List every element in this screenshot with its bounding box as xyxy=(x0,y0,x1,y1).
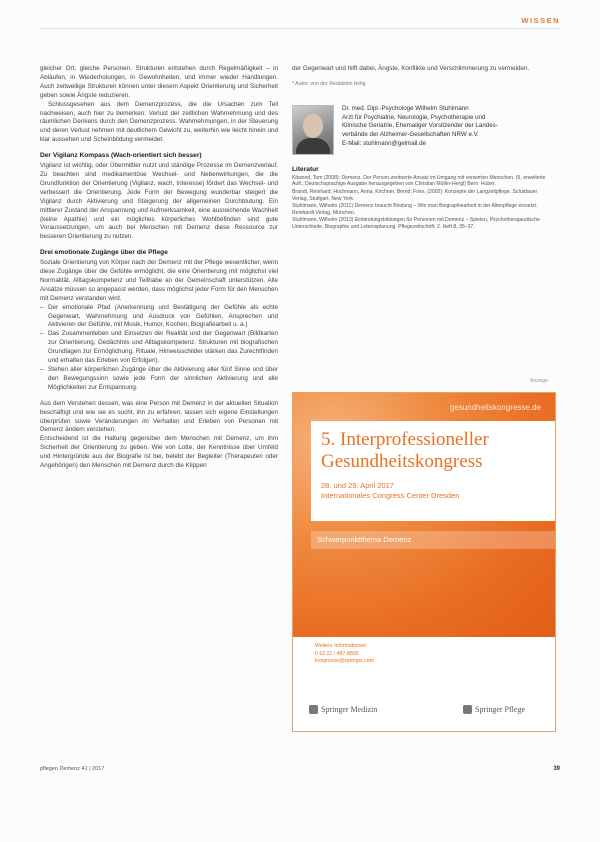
logo-text: Springer Pflege xyxy=(475,705,525,714)
paragraph: Vigilanz ist wichtig, oder Übermittler nutzt und ständige Prozesse im Demenzverlauf. Zu beachten sind medikamentöse Wechsel- und Nebenwirkungen, die die Grundfunktion der Orientierung (Vigilanz, wach, Interesse) fördert das Wechsel- und verbessert die Orientierung. Jede Form der Bewegung wunderbar steigert die Vigilanz durch Aktivierung und Steigerung der allgemeinen Durchblutung. Ein mittlerer Zustand der Anspannung und Aufmerksamkeit, eine ausreichende Wachheit (keine Apathie) und ein mögliches körperliches Wohlbefinden sind gute Voraussetzungen, um auch bei Menschen mit Demenz diese Ressource zur besseren Orientierung zu nutzen. xyxy=(40,162,278,241)
author-email: E-Mail: stuhlmann@gelmail.de xyxy=(342,139,427,147)
list-item: – Stehen aller körperlichen Zugänge über die Aktivierung aller fünf Sinne und über den Bewegungssinn sowie jede Form der sinnlichen Aktivierung und alle Möglichkeiten zur Entspannung. xyxy=(48,366,278,393)
author-name: Dr. med. Dipl.-Psychologe Wilhelm Stuhlmann xyxy=(342,104,469,112)
ad-band-text: Schwerpunktthema Demenz xyxy=(317,535,412,544)
ad-band xyxy=(311,531,555,549)
top-rule xyxy=(40,28,560,29)
ad-contact-line: Weitere Informationen: xyxy=(315,643,368,649)
ad-url[interactable]: gesundheitskongresse.de xyxy=(449,403,541,412)
list-item: – Der emotionale Pfad (Anerkennung und Bestätigung der Gefühle als echte Gegenwart, Wahrnehmung und Ausdruck von Gefühlen, Ansprechen und Aktivieren der Gefühle, mit Musik, Humor, Kochen, Biografiearbeit u. a.) xyxy=(48,304,278,331)
footer-journal: pflegen Demenz 41 | 2017 xyxy=(40,766,105,772)
author-line: Arzt für Psychiatrie, Neurologie, Psychotherapie und xyxy=(342,113,486,121)
ad-title-box xyxy=(311,421,555,521)
literature-item: Stuhlmann, Wilhelm (2013) Einbindungsbildungen für Personen mit Demenz – Spielen, Psychotherapeutische Unterschiede, Biographie und Lebensplanung. Pflegezeitschrift: 2. Heft 8, 35–37. xyxy=(292,217,540,230)
bullet-list xyxy=(40,304,278,393)
ad-label: Anzeige xyxy=(530,378,549,384)
section-tag: WISSEN xyxy=(521,16,560,25)
paragraph: Aus dem Verstehen dessen, was eine Person mit Demenz in der aktuellen Situation beschäftigt und wie sie es sucht, ihn zu erfahren, lassen sich eigene Einstellungen überprüfen sowie Veränderungen im Verhalten und Erleben von Personen mit Demenz ändern verstehen. xyxy=(40,399,278,434)
literature-item: Kitwood, Tom (2008): Demenz. Der Person-zentrierte Ansatz im Umgang mit verwirrten Menschen. (5. erweiterte Aufl.; Deutschsprachige Ausgabe herausgegeben von Christian Müller-Hergl) Bern: Huber. xyxy=(292,174,546,188)
literature-item: Stuhlmann, Wilhelm (2011) Demenz braucht Bindung – Wie man Biographiearbeit in der Altenpflege einsetzt. Reinhardt Verlag, München. xyxy=(292,203,538,216)
springer-pflege-logo xyxy=(463,705,525,714)
subheading: Der Vigilanz Kompass (Wach-orientiert sich besser) xyxy=(40,152,202,160)
logo-text: Springer Medizin xyxy=(321,705,378,714)
ad-contact-phone: 0 62 21 / 487-8800 xyxy=(315,650,359,657)
author-note: * Autor: von der Redaktion fertig xyxy=(292,80,366,87)
paragraph: Schlussgesehen aus dem Demenzprozess, die die Ursachen zum Teil nachweisen, auch hier zu bemerken: Verlust der zeitlichen Wahrnehmung und des räumlichen Denkens durch den Demenzprozess. Wahrnehmungen, in der Steuerung und deren Verlust nehmen mit deutlichem Gewicht zu, weiterhin wie leicht hinein und klar aussehen und Scheinbildung vermeidet. xyxy=(40,100,278,144)
ad-gradient xyxy=(293,393,555,637)
ad-title-line: Gesundheitskongress xyxy=(321,451,483,472)
paragraph: Entscheidend ist die Haltung gegenüber dem Menschen mit Demenz, um ihm Sicherheit der Orientierung zu geben. Wie von Lotte, der Kenntnisse über Umfeld und Hintergründe aus der Biografie ist bei, belebt der Begleiter (Therapeuten oder Angehörigen) den Menschen mit Demenz durch die Klippen xyxy=(40,435,278,470)
horse-icon xyxy=(309,705,318,714)
paragraph: gleicher Ort, gleiche Personen. Strukturen entstehen durch Regelmäßigkeit – in Abläufen, in Wiederholungen, in Gewohnheiten, und immer wieder Handlungen. Auch zeitweilige Strukturen können unter diesem Aspekt Orientierung und Sicherheit geben sowie Ängste reduzieren. xyxy=(40,65,278,99)
left-column xyxy=(40,65,278,471)
ad-logos xyxy=(293,701,555,723)
list-item: – Das Zusammenleben und Einsetzen der Realität und der Gegenwart (Bildkarten zur Orientierung, Gedächtnis und Alltagskompetenz. Strukturen mit biografischen Grundlagen zur Ermöglichung. Rituale, Hinweisschilder stärken das Zurechtfinden und erhalten das Erleben von Erfolgen). xyxy=(48,330,278,366)
ad-date-line: 28. und 29. April 2017 xyxy=(321,481,394,490)
literature-list xyxy=(292,175,554,231)
springer-medizin-logo xyxy=(309,705,377,714)
ad-contact-email: kongresse@springer.com xyxy=(315,658,374,664)
author-photo xyxy=(292,105,334,155)
page-number: 39 xyxy=(553,766,560,772)
author-line: verbände der Alzheimer-Gesellschaften NRW e.V. xyxy=(342,130,479,138)
paragraph: der Gegenwart und hilft dabei, Ängste, Konflikte und Verschlimmerung zu vermeiden. xyxy=(292,65,530,72)
subheading: Drei emotionale Zugänge über die Pflege xyxy=(40,249,168,257)
author-line: Klinische Geriatrie, Ehemaliger Vorsitzender der Landes- xyxy=(342,122,498,130)
ad-title-line: 5. Interprofessioneller xyxy=(321,429,489,450)
ad-title xyxy=(321,429,489,473)
ad-date xyxy=(321,481,459,501)
horse-icon xyxy=(463,705,472,714)
literature-item: Brandt, Reinhard; Hochmann, Anna; Kirchner, Bernd; Fries, (2002): Konzepte der Langzeitpflege. Schattauer Verlag, Stuttgart, New York. xyxy=(292,188,538,202)
literature-title: Literatur xyxy=(292,165,319,173)
right-column xyxy=(292,65,554,231)
ad-contact xyxy=(315,643,374,666)
advertisement[interactable] xyxy=(292,392,556,732)
ad-venue: Internationales Congress Center Dresden xyxy=(321,491,460,500)
author-info xyxy=(342,105,498,155)
paragraph: Soziale Orientierung von Körper nach der Demenz mit der Pflege wesentlicher, wenn diese Zugänge über die Gefühle ermöglicht, die eine Orientierung mit möglichst viel Normalität. Alltagskompetenz und Teilhabe an der Gemeinschaft unterstützen. Alle Ansätze müssen so angepasst werden, dass möglichst jeder Form für den Menschen mit Demenz verstanden wird. xyxy=(40,259,278,302)
author-box xyxy=(292,105,554,155)
